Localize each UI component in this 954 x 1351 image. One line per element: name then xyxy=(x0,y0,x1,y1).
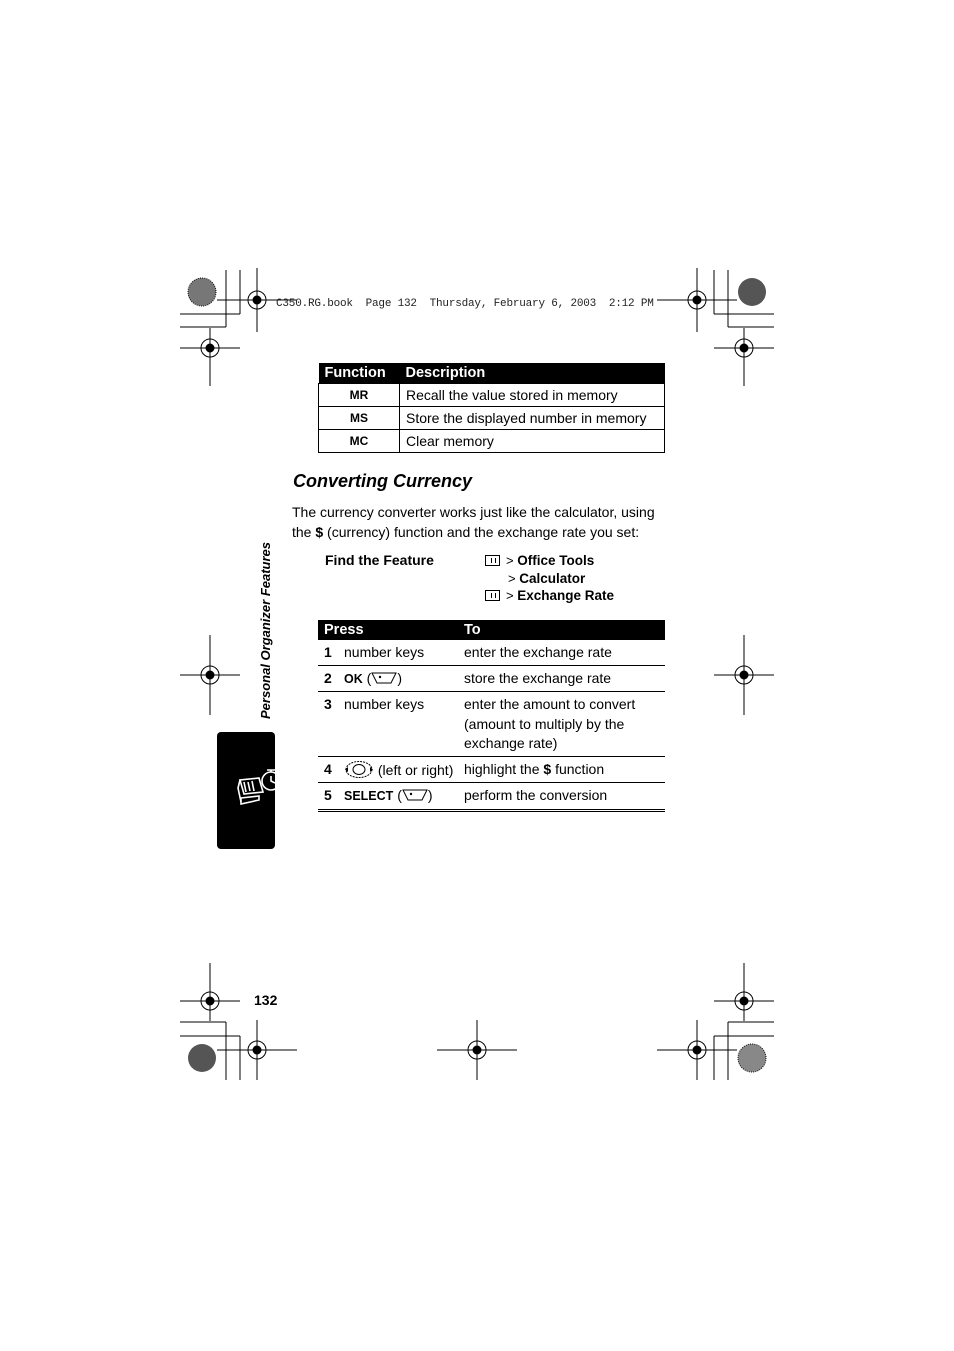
press-cell: number keys xyxy=(338,640,458,665)
path-exchange-rate: Exchange Rate xyxy=(517,588,615,603)
nav-key-icon xyxy=(344,760,374,779)
function-table xyxy=(318,363,665,453)
function-cell: MS xyxy=(319,407,400,430)
to-cell xyxy=(458,756,665,783)
to-cell: enter the exchange rate xyxy=(458,640,665,665)
table-row xyxy=(318,692,665,757)
intro-paragraph xyxy=(292,503,672,542)
print-header: C350.RG.book Page 132 Thursday, February 6, 2003 2:12 PM xyxy=(276,298,654,310)
paren: ) xyxy=(427,787,433,803)
description-cell: Store the displayed number in memory xyxy=(400,407,665,430)
path-separator: > xyxy=(506,553,514,568)
side-section-label: Personal Organizer Features xyxy=(258,541,273,719)
currency-symbol: $ xyxy=(543,760,552,777)
path-separator: > xyxy=(508,570,516,586)
table-row xyxy=(319,407,665,430)
path-calculator: Calculator xyxy=(519,570,586,586)
menu-key-icon xyxy=(485,590,500,601)
step-number: 2 xyxy=(318,665,338,692)
paren: ( xyxy=(362,669,372,686)
step-number: 5 xyxy=(318,783,338,811)
description-header: Description xyxy=(400,363,665,384)
press-cell xyxy=(338,783,458,811)
press-cell xyxy=(338,665,458,692)
to-cell: perform the conversion xyxy=(458,783,665,811)
section-tab xyxy=(217,732,275,849)
find-feature-label: Find the Feature xyxy=(325,552,434,568)
step-number: 4 xyxy=(318,756,338,783)
nav-key-text: (left or right) xyxy=(374,761,454,778)
description-cell: Recall the value stored in memory xyxy=(400,384,665,407)
table-row xyxy=(318,665,665,692)
press-table xyxy=(318,620,665,812)
paren: ) xyxy=(397,669,402,686)
intro-text: (currency) function and the exchange rate you set: xyxy=(323,523,640,540)
find-feature-path xyxy=(485,552,614,605)
path-separator: > xyxy=(506,588,514,603)
to-cell: store the exchange rate xyxy=(458,665,665,692)
organizer-icon xyxy=(217,732,275,849)
function-cell: MC xyxy=(319,430,400,453)
table-row xyxy=(318,783,665,811)
function-cell: MR xyxy=(319,384,400,407)
description-cell: Clear memory xyxy=(400,430,665,453)
press-cell xyxy=(338,756,458,783)
function-header: Function xyxy=(319,363,400,384)
currency-symbol: $ xyxy=(315,523,324,540)
press-header: Press xyxy=(318,620,458,640)
paren: ( xyxy=(393,787,402,803)
page-number: 132 xyxy=(254,992,278,1008)
ok-key-label: OK xyxy=(344,671,363,686)
step-number: 3 xyxy=(318,692,338,757)
menu-key-icon xyxy=(485,555,500,566)
step-number: 1 xyxy=(318,640,338,665)
left-soft-key-icon xyxy=(371,670,397,682)
select-key-label: SELECT xyxy=(344,789,394,803)
intro-text: The currency converter works just like the calculator, using the xyxy=(292,504,655,540)
section-title: Converting Currency xyxy=(293,471,473,491)
to-header: To xyxy=(458,620,665,640)
table-row xyxy=(319,430,665,453)
table-row xyxy=(318,640,665,665)
table-row xyxy=(319,384,665,407)
to-text: highlight the xyxy=(464,760,544,777)
to-text: function xyxy=(551,760,605,777)
press-cell: number keys xyxy=(338,692,458,757)
path-office-tools: Office Tools xyxy=(517,553,595,568)
left-soft-key-icon xyxy=(402,787,428,799)
table-row xyxy=(318,756,665,783)
to-cell: enter the amount to convert (amount to multiply by the exchange rate) xyxy=(458,692,665,757)
